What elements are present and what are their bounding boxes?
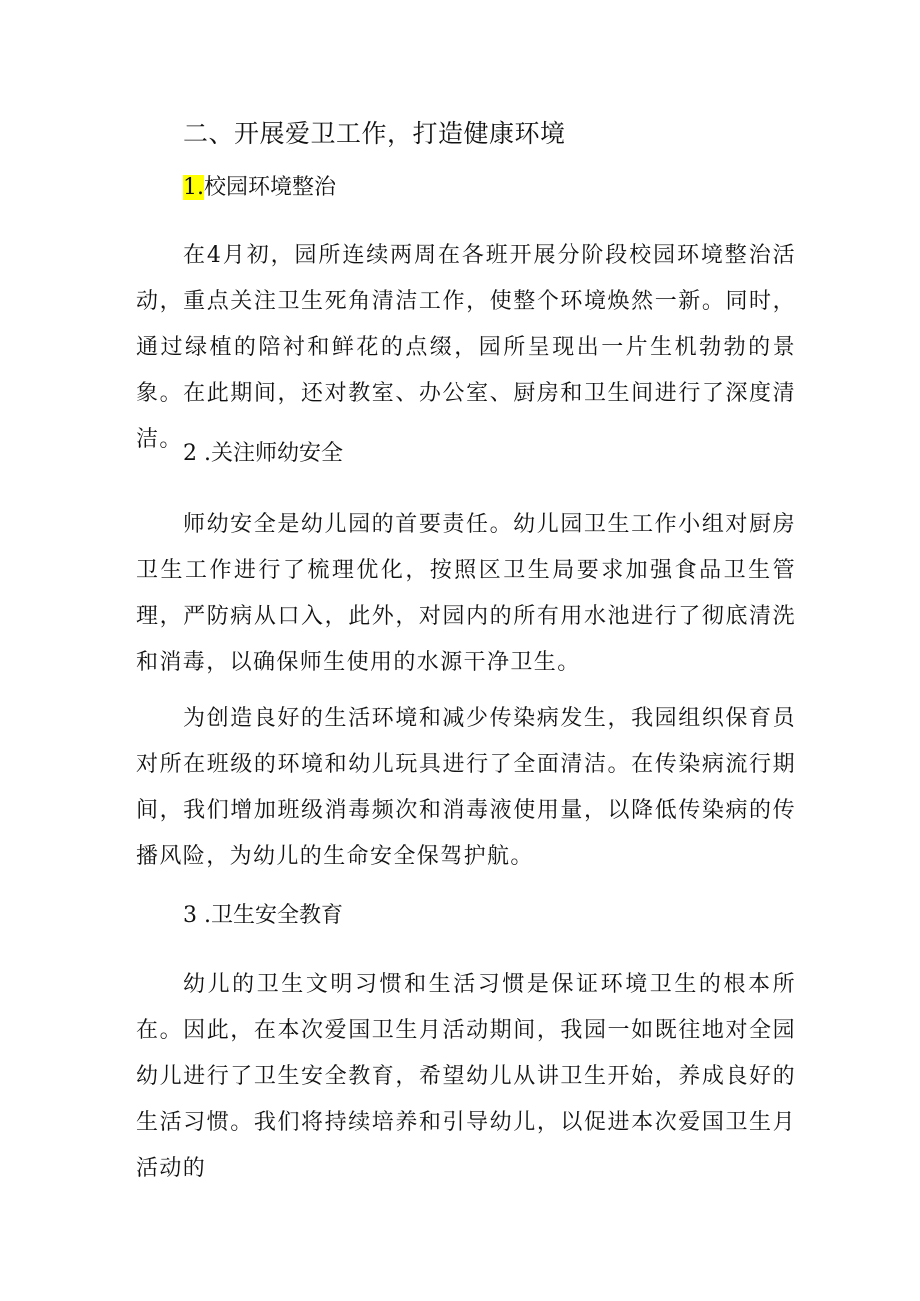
paragraph-hygiene-habits: 幼儿的卫生文明习惯和生活习惯是保证环境卫生的根本所在。因此，在本次爱国卫生月活动期间，我园一如既往地对全园幼儿进行了卫生安全教育，希望幼儿从讲卫生开始，养成良好的生活习惯。我们将持续培养和引导幼儿，以促进本次爱国卫生月活动的: [136, 972, 796, 1181]
subheading-text: 校园环境整治: [204, 175, 337, 200]
subheading-hygiene-education: 3 .卫生安全教育: [183, 903, 343, 928]
subheading-teacher-child-safety: 2 .关注师幼安全: [183, 441, 343, 466]
section-title: 二、开展爱卫工作，打造健康环境: [183, 119, 566, 148]
paragraph-disease-prevention: 为创造良好的生活环境和减少传染病发生，我园组织保育员对所在班级的环境和幼儿玩具进行了全面清洁。在传染病流行期间，我们增加班级消毒频次和消毒液使用量，以降低传染病的传播风险，为幼儿的生命安全保驾护航。: [136, 706, 796, 869]
paragraph-environment-cleanup: 在4月初，园所连续两周在各班开展分阶段校园环境整治活动，重点关注卫生死角清洁工作，使整个环境焕然一新。同时，通过绿植的陪衬和鲜花的点缀，园所呈现出一片生机勃勃的景象。在此期间，还对教室、办公室、厨房和卫生间进行了深度清洁。: [136, 243, 796, 452]
highlighted-number: 1.: [183, 175, 204, 200]
paragraph-safety-responsibility: 师幼安全是幼儿园的首要责任。幼儿园卫生工作小组对厨房卫生工作进行了梳理优化，按照区卫生局要求加强食品卫生管理，严防病从口入，此外，对园内的所有用水池进行了彻底清洗和消毒，以确保师生使用的水源干净卫生。: [136, 512, 796, 675]
subheading-campus-environment: [183, 170, 336, 206]
